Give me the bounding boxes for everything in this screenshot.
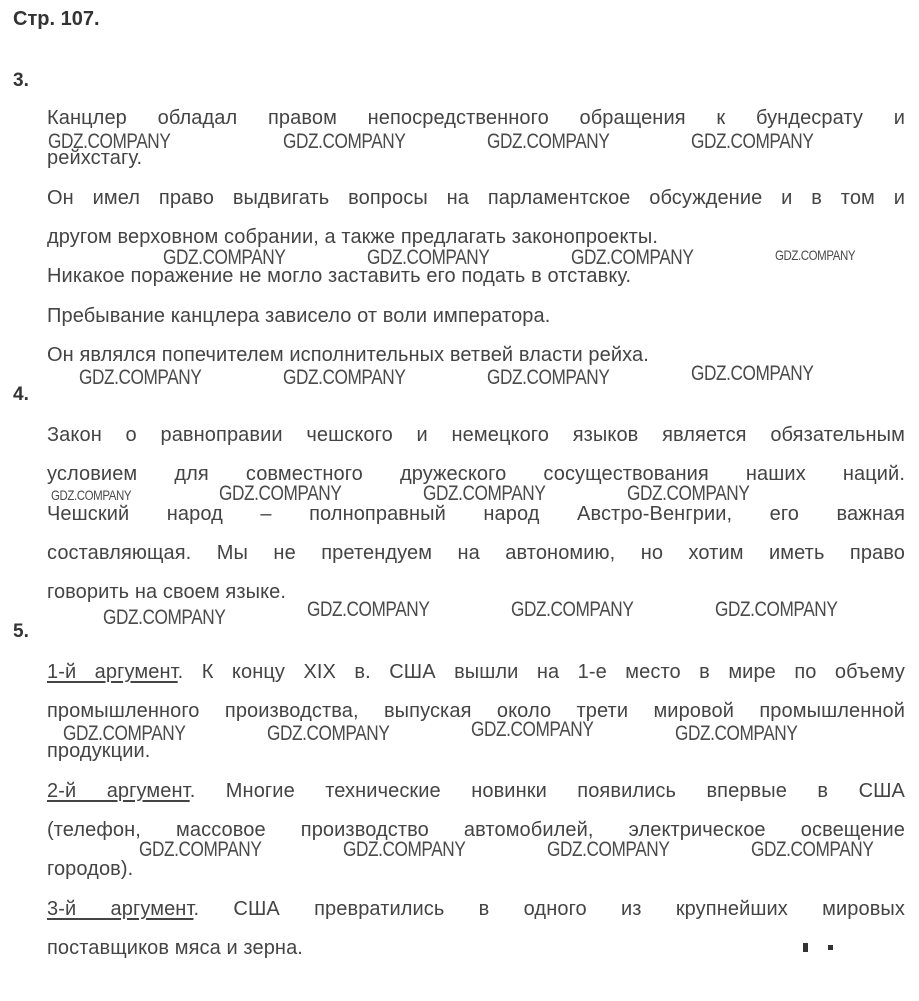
- argument-1-text: . К концу XIX в. США вышли на 1-е место в мире по объему: [177, 661, 906, 683]
- watermark: GDZ.COMPANY: [487, 130, 610, 153]
- task-3-line-2: рейхстагу.: [47, 147, 143, 169]
- argument-2-first-line: [47, 779, 905, 803]
- task-3-line-7: Он являлся попечителем исполнительных ветвей власти рейха.: [47, 344, 649, 366]
- argument-1-label: 1-й аргумент: [47, 661, 178, 683]
- watermark: GDZ.COMPANY: [48, 130, 171, 153]
- watermark: GDZ.COMPANY: [547, 838, 670, 861]
- watermark: GDZ.COMPANY: [691, 362, 814, 385]
- watermark: GDZ.COMPANY: [343, 838, 466, 861]
- argument-1-line-2: промышленного производства, выпуская около трети мировой промышленной: [47, 700, 905, 722]
- watermark: GDZ.COMPANY: [471, 718, 594, 741]
- argument-1-line-3: продукции.: [47, 740, 151, 762]
- watermark: GDZ.COMPANY: [715, 598, 838, 621]
- task-3-line-4: другом верховном собрании, а также предлагать законопроекты.: [47, 226, 658, 248]
- argument-1-first-line: [47, 660, 905, 684]
- watermark: GDZ.COMPANY: [51, 487, 132, 503]
- watermark: GDZ.COMPANY: [627, 482, 750, 505]
- argument-2-text: . Многие технические новинки появились впервые в США: [189, 780, 906, 802]
- dot-mark: [803, 943, 808, 952]
- task-3-line-1: Канцлер обладал правом непосредственного обращения к бундесрату и: [47, 107, 905, 129]
- watermark: GDZ.COMPANY: [307, 598, 430, 621]
- task-number-3: 3.: [13, 70, 29, 91]
- watermark: GDZ.COMPANY: [511, 598, 634, 621]
- watermark: GDZ.COMPANY: [219, 482, 342, 505]
- watermark: GDZ.COMPANY: [691, 130, 814, 153]
- argument-2-line-2: (телефон, массовое производство автомобилей, электрическое освещение: [47, 819, 905, 841]
- watermark: GDZ.COMPANY: [367, 246, 490, 269]
- watermark: GDZ.COMPANY: [283, 130, 406, 153]
- argument-3-first-line: [47, 897, 905, 921]
- task-3-line-6: Пребывание канцлера зависело от воли императора.: [47, 305, 551, 327]
- watermark: GDZ.COMPANY: [103, 606, 226, 629]
- watermark: GDZ.COMPANY: [283, 366, 406, 389]
- task-number-4: 4.: [13, 384, 29, 405]
- argument-3-label: 3-й аргумент: [47, 898, 194, 920]
- task-3-line-5: Никакое поражение не могло заставить его подать в отставку.: [47, 265, 632, 287]
- watermark: GDZ.COMPANY: [487, 366, 610, 389]
- argument-2-label: 2-й аргумент: [47, 780, 190, 802]
- argument-2-line-3: городов).: [47, 858, 134, 880]
- argument-3-line-2: поставщиков мяса и зерна.: [47, 937, 303, 959]
- watermark: GDZ.COMPANY: [139, 838, 262, 861]
- decorative-dots: [803, 941, 843, 953]
- watermark: GDZ.COMPANY: [775, 247, 856, 263]
- watermark: GDZ.COMPANY: [267, 722, 390, 745]
- watermark: GDZ.COMPANY: [423, 482, 546, 505]
- watermark: GDZ.COMPANY: [571, 246, 694, 269]
- dot-mark: [828, 945, 833, 950]
- task-4-line-5: говорить на своем языке.: [47, 581, 287, 603]
- watermark: GDZ.COMPANY: [675, 722, 798, 745]
- page-title: Стр. 107.: [13, 8, 100, 30]
- watermark: GDZ.COMPANY: [79, 366, 202, 389]
- task-4-line-1: Закон о равноправии чешского и немецкого языков является обязательным: [47, 424, 905, 446]
- watermark: GDZ.COMPANY: [63, 722, 186, 745]
- watermark: GDZ.COMPANY: [751, 838, 874, 861]
- task-4-line-2: условием для совместного дружеского сосуществования наших наций.: [47, 463, 905, 485]
- argument-3-text: . США превратились в одного из крупнейших мировых: [193, 898, 905, 920]
- task-3-line-3: Он имел право выдвигать вопросы на парламентское обсуждение и в том и: [47, 187, 905, 209]
- watermark: GDZ.COMPANY: [163, 246, 286, 269]
- task-4-line-4: составляющая. Мы не претендуем на автономию, но хотим иметь право: [47, 542, 905, 564]
- task-number-5: 5.: [13, 621, 29, 642]
- task-4-line-3: Чешский народ – полноправный народ Австро-Венгрии, его важная: [47, 503, 905, 525]
